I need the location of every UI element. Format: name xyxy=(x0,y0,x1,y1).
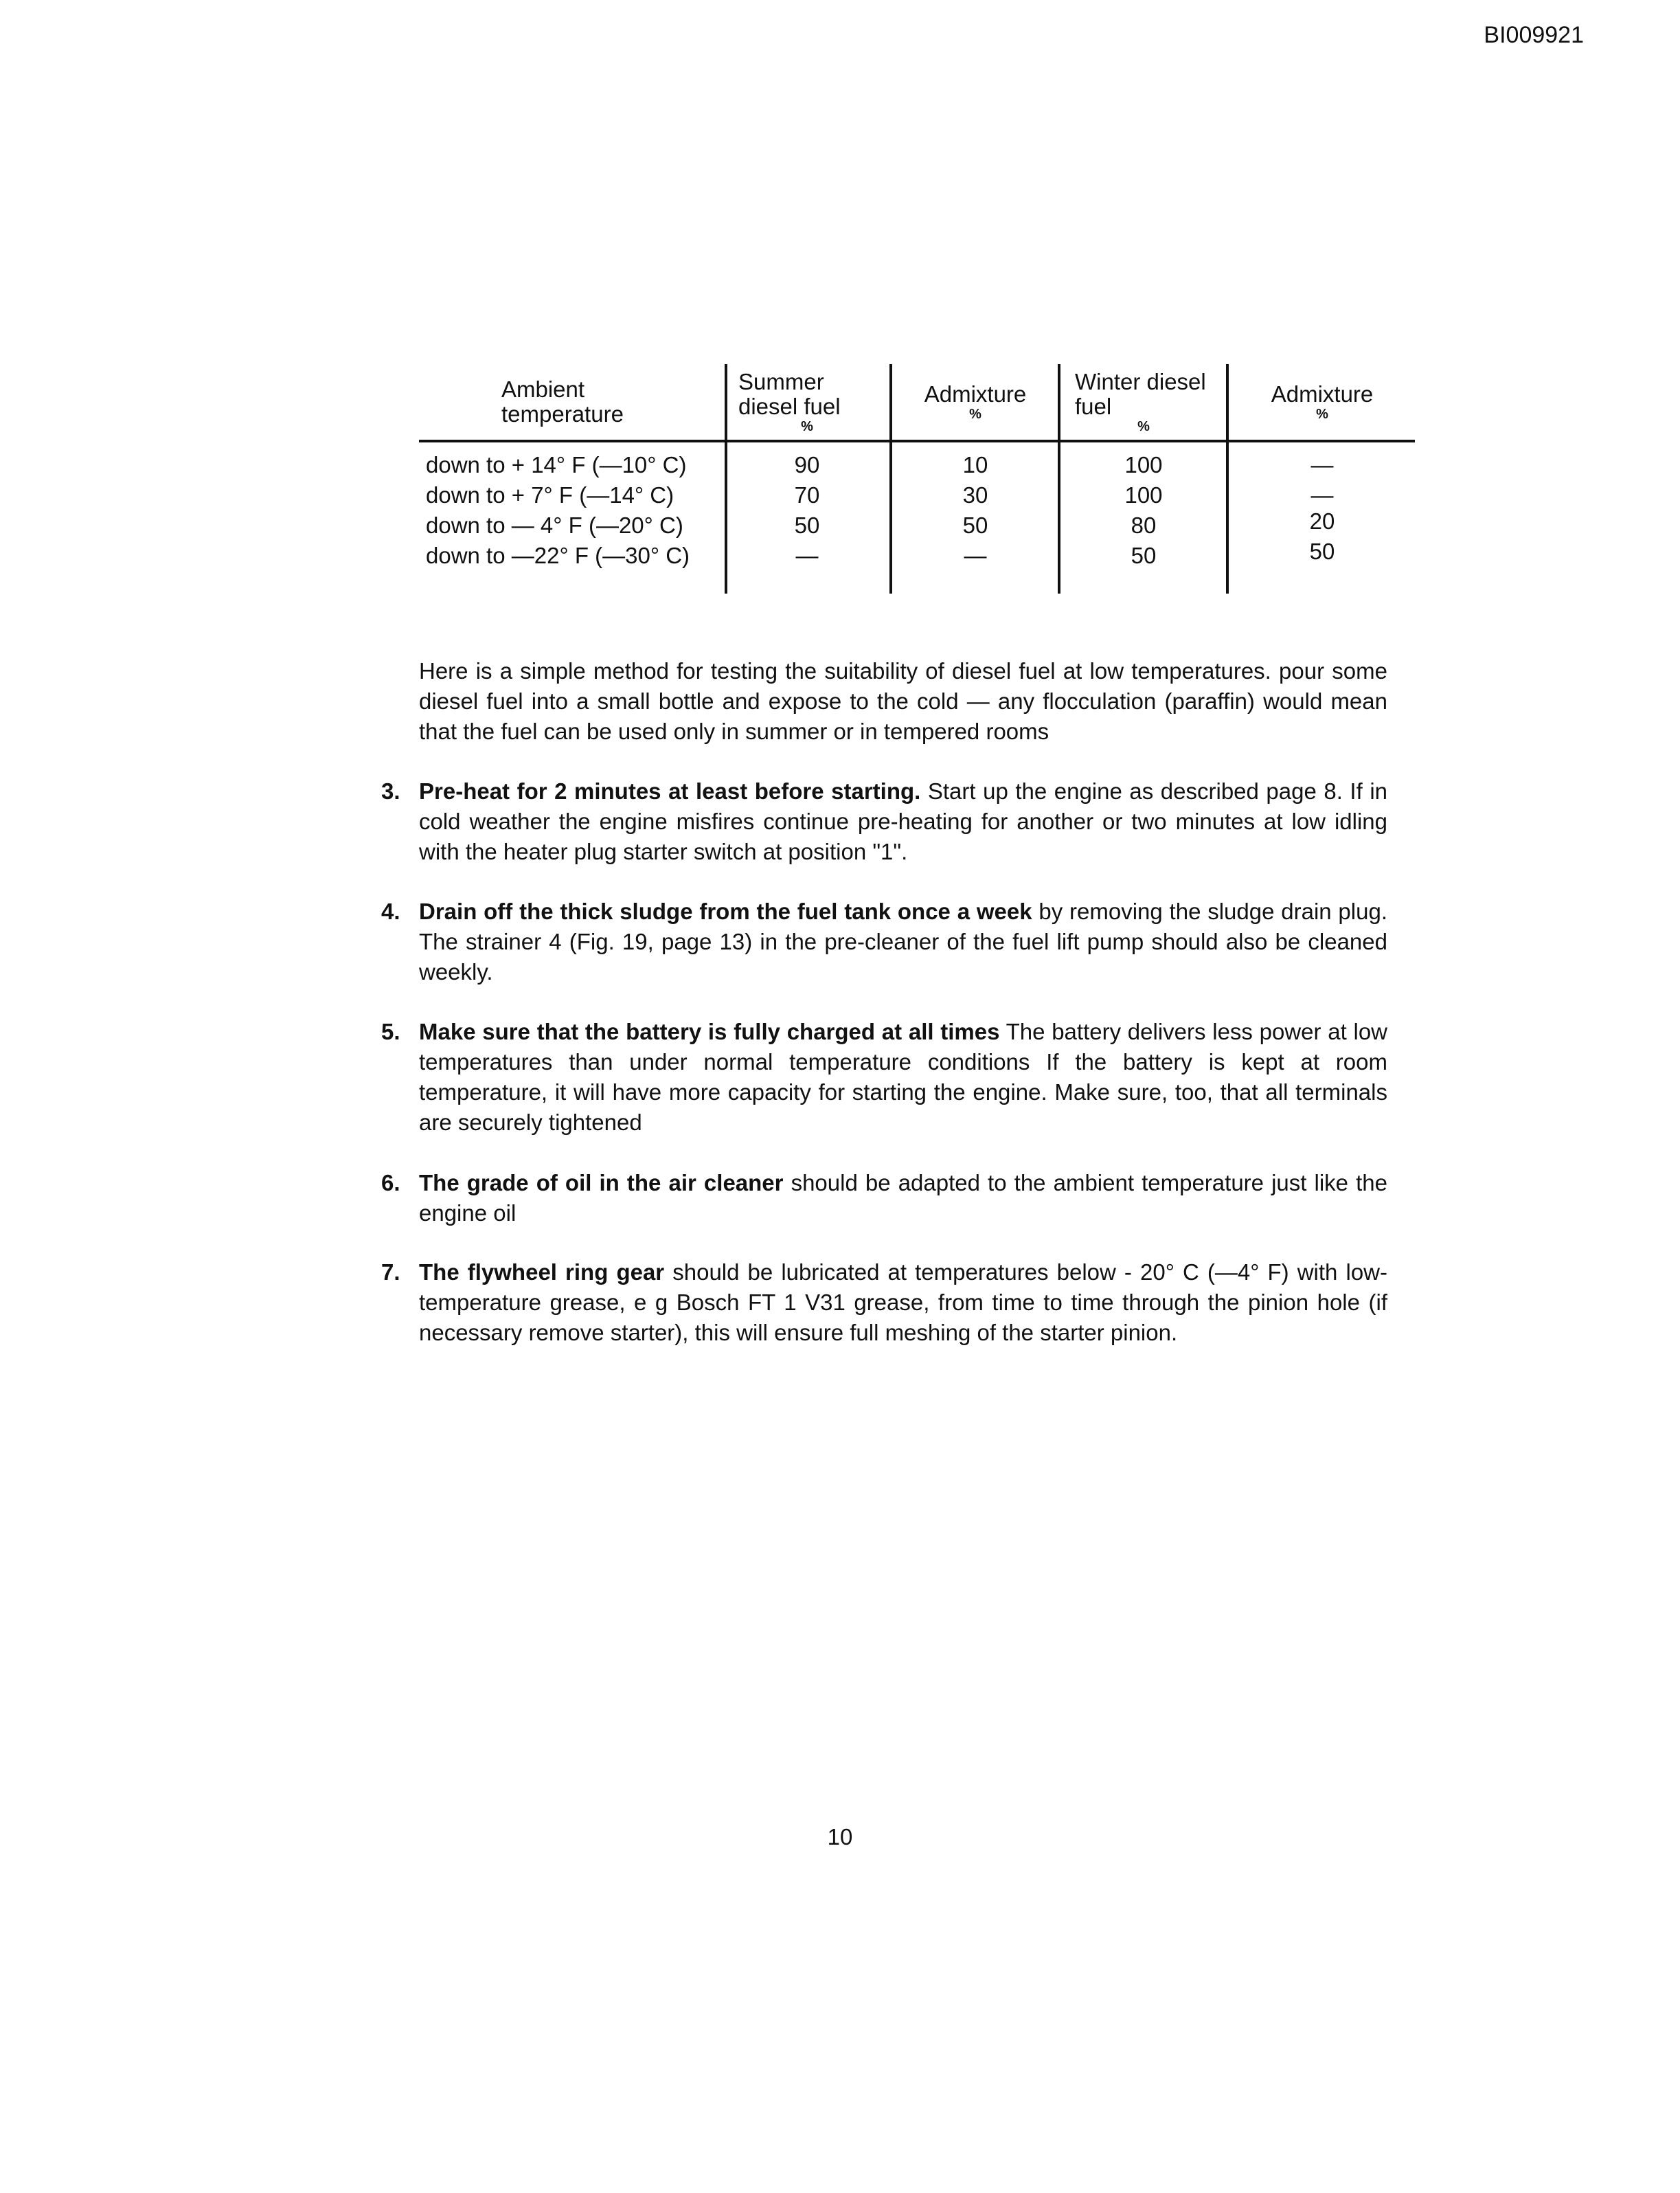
header-unit: % xyxy=(969,407,981,422)
header-ambient-temperature xyxy=(419,364,721,440)
column-divider xyxy=(725,364,727,440)
column-divider xyxy=(1226,364,1229,440)
header-admixture-2 xyxy=(1229,364,1415,440)
item-heading: Pre-heat for 2 minutes at least before starting. xyxy=(419,778,921,804)
list-item xyxy=(381,897,1387,987)
header-unit: % xyxy=(1316,407,1328,422)
item-text xyxy=(419,776,1387,867)
header-unit: % xyxy=(1137,419,1150,434)
item-heading: Make sure that the battery is fully charged at all times xyxy=(419,1019,1000,1044)
item-text xyxy=(419,1257,1387,1348)
admixture-cell: 10 xyxy=(962,452,988,477)
temperature-cell: down to + 14° F (—10° C) xyxy=(426,452,687,477)
item-body: should be lubricated at temperatures below - 20° C (—4° F) with low-temperature grease, e g Bosch FT 1 V31 grease, from time to time through the pinion hole (if necessary remove starter), this will ensure full meshing of the starter pinion. xyxy=(419,1259,1387,1345)
header-unit: % xyxy=(801,419,813,434)
item-heading: Drain off the thick sludge from the fuel tank once a week xyxy=(419,899,1032,924)
table-body xyxy=(419,442,1415,594)
admixture-cell: — xyxy=(964,543,987,568)
item-number: 6. xyxy=(381,1170,400,1195)
list-item xyxy=(381,1017,1387,1138)
summer-fuel-cell: 70 xyxy=(794,482,820,508)
item-text xyxy=(419,1017,1387,1138)
intro-paragraph: Here is a simple method for testing the suitability of diesel fuel at low temperatures. pour some diesel fuel into a small bottle and expose to the cold — any flocculation (paraffin) would mean that the fuel can be used only in summer or in tempered rooms xyxy=(419,658,1387,744)
item-body: should be adapted to the ambient temperature just like the engine oil xyxy=(419,1170,1387,1226)
fuel-admixture-table xyxy=(419,364,1415,594)
winter-fuel-cell: 100 xyxy=(1124,452,1163,477)
item-body: Start up the engine as described page 8. If in cold weather the engine misfires continue pre-heating for another or two minutes at low idling with the heater plug starter switch at position "1". xyxy=(419,778,1387,864)
item-body: The battery delivers less power at low temperatures than under normal temperature conditions If the battery is kept at room temperature, it will have more capacity for starting the engine. Make sure, too, that all terminals are securely tightened xyxy=(419,1019,1388,1135)
temperature-cell: down to + 7° F (—14° C) xyxy=(426,482,674,508)
winter-fuel-cell: 50 xyxy=(1131,543,1157,568)
document-id: BI009921 xyxy=(1484,22,1584,48)
admixture-cell: 20 xyxy=(1309,508,1335,534)
item-text xyxy=(419,897,1387,987)
list-item xyxy=(381,1257,1387,1348)
column-divider xyxy=(889,442,892,594)
header-admixture-1 xyxy=(893,364,1058,440)
summer-fuel-cell: 50 xyxy=(794,513,820,538)
temperature-cell: down to — 4° F (—20° C) xyxy=(426,513,683,538)
header-label: Summer diesel fuel xyxy=(738,369,841,419)
header-label: Winter diesel fuel xyxy=(1075,369,1206,419)
item-text xyxy=(419,1168,1387,1228)
item-number: 7. xyxy=(381,1259,400,1285)
item-number: 3. xyxy=(381,778,400,804)
table-header-row xyxy=(419,364,1415,442)
winter-fuel-cell: 80 xyxy=(1131,513,1157,538)
item-heading: The flywheel ring gear xyxy=(419,1259,665,1285)
admixture-cell: 30 xyxy=(962,482,988,508)
item-number: 5. xyxy=(381,1019,400,1044)
admixture-cell: 50 xyxy=(962,513,988,538)
item-heading: The grade of oil in the air cleaner xyxy=(419,1170,784,1195)
admixture-cell: — xyxy=(1310,452,1334,477)
temperature-cell: down to —22° F (—30° C) xyxy=(426,543,690,568)
item-body: by removing the sludge drain plug. The strainer 4 (Fig. 19, page 13) in the pre-cleaner of the fuel lift pump should also be cleaned weekly. xyxy=(419,899,1387,985)
summer-fuel-cell: — xyxy=(795,543,819,568)
column-divider xyxy=(1058,442,1060,594)
header-summer-fuel xyxy=(728,364,886,440)
list-item xyxy=(381,1168,1387,1228)
item-number: 4. xyxy=(381,899,400,924)
admixture-cell: 50 xyxy=(1309,539,1335,564)
page-number: 10 xyxy=(827,1824,853,1849)
list-item xyxy=(381,776,1387,867)
admixture-cell: — xyxy=(1310,482,1334,508)
column-divider xyxy=(889,364,892,440)
header-winter-fuel xyxy=(1061,364,1226,440)
column-divider xyxy=(1226,442,1229,594)
summer-fuel-cell: 90 xyxy=(794,452,820,477)
winter-fuel-cell: 100 xyxy=(1124,482,1163,508)
header-label: Admixture xyxy=(924,381,1027,407)
column-divider xyxy=(1058,364,1060,440)
header-label: Admixture xyxy=(1271,381,1374,407)
header-label: Ambient temperature xyxy=(501,376,624,427)
column-divider xyxy=(725,442,727,594)
